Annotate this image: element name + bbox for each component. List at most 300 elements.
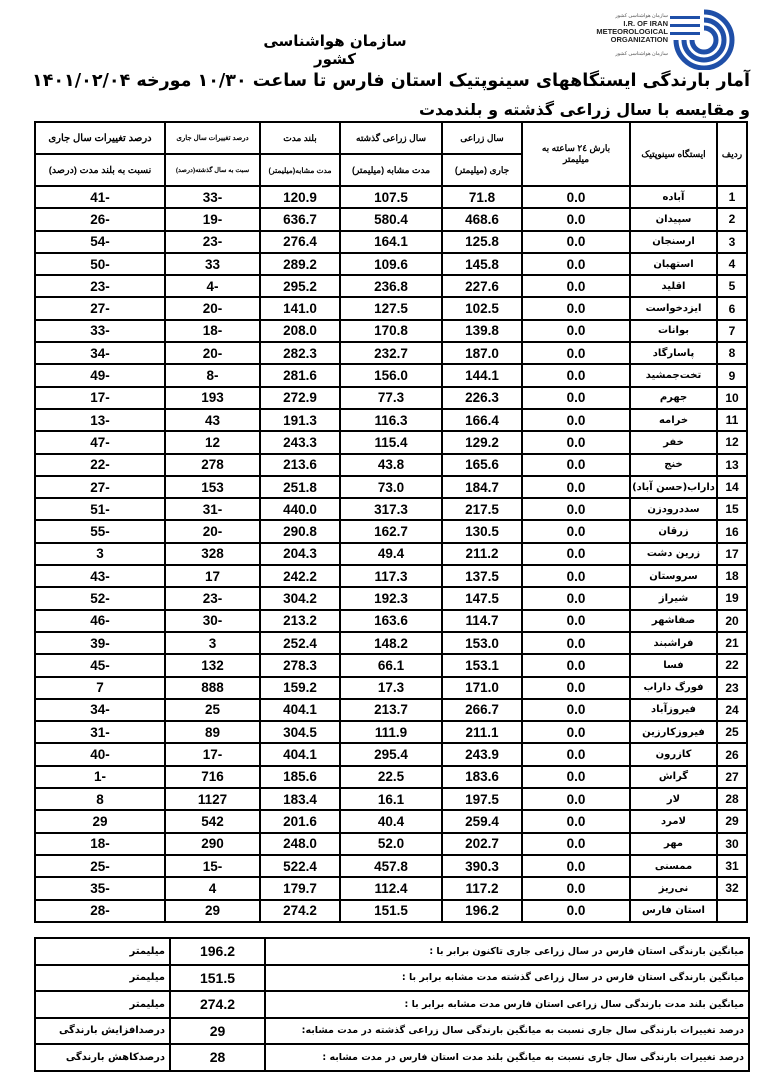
rainfall-24h: 0.0 <box>522 855 630 877</box>
rainfall-last-year: 115.4 <box>340 431 442 453</box>
pct-change-vs-last-year: 290 <box>165 833 260 855</box>
station-name: بوانات <box>630 320 717 342</box>
pct-change-vs-long-term: -18 <box>35 833 165 855</box>
table-row <box>35 297 747 319</box>
table-row <box>35 275 747 297</box>
pct-change-vs-last-year: -31 <box>165 498 260 520</box>
rainfall-last-year: 163.6 <box>340 610 442 632</box>
pct-change-vs-long-term: -50 <box>35 253 165 275</box>
row-number: 16 <box>717 520 747 542</box>
rainfall-24h: 0.0 <box>522 297 630 319</box>
summary-row <box>35 938 749 965</box>
meteorological-organization-logo <box>540 8 740 70</box>
station-name: فیروزآباد <box>630 699 717 721</box>
rainfall-last-year: 66.1 <box>340 654 442 676</box>
table-row <box>35 855 747 877</box>
rainfall-long-term: 295.2 <box>260 275 340 297</box>
rainfall-current-year: 129.2 <box>442 431 522 453</box>
station-name: خنج <box>630 454 717 476</box>
pct-change-vs-long-term: -54 <box>35 231 165 253</box>
rainfall-long-term: 204.3 <box>260 543 340 565</box>
pct-change-vs-long-term: -40 <box>35 743 165 765</box>
row-number: 25 <box>717 721 747 743</box>
rainfall-current-year: 153.1 <box>442 654 522 676</box>
table-row <box>35 565 747 587</box>
summary-unit: میلیمتر <box>35 938 170 965</box>
row-number: 13 <box>717 454 747 476</box>
rainfall-24h: 0.0 <box>522 610 630 632</box>
pct-change-vs-last-year: 29 <box>165 900 260 922</box>
column-subheader-pct-vs-last: سبت به سال گذشته(درصد) <box>165 154 260 186</box>
rainfall-last-year: 22.5 <box>340 766 442 788</box>
rainfall-24h: 0.0 <box>522 833 630 855</box>
pct-change-vs-long-term: -26 <box>35 208 165 230</box>
pct-change-vs-long-term: -35 <box>35 877 165 899</box>
summary-row <box>35 965 749 992</box>
rainfall-current-year: 202.7 <box>442 833 522 855</box>
row-number: 23 <box>717 677 747 699</box>
rainfall-last-year: 49.4 <box>340 543 442 565</box>
pct-change-vs-long-term: -13 <box>35 409 165 431</box>
rainfall-current-year: 153.0 <box>442 632 522 654</box>
rainfall-long-term: 185.6 <box>260 766 340 788</box>
summary-label: درصد تغییرات بارندگی سال جاری نسبت به میانگین بارندگی سال زراعی گذشته در مدت مشابه: <box>265 1018 749 1045</box>
summary-value: 196.2 <box>170 938 265 965</box>
pct-change-vs-last-year: -23 <box>165 587 260 609</box>
rainfall-current-year: 147.5 <box>442 587 522 609</box>
table-header-row <box>35 122 747 154</box>
rainfall-24h: 0.0 <box>522 677 630 699</box>
rainfall-long-term: 201.6 <box>260 810 340 832</box>
table-row <box>35 543 747 565</box>
summary-unit: میلیمتر <box>35 965 170 992</box>
rainfall-long-term: 213.6 <box>260 454 340 476</box>
rainfall-24h: 0.0 <box>522 208 630 230</box>
rainfall-long-term: 120.9 <box>260 186 340 208</box>
rainfall-long-term: 290.8 <box>260 520 340 542</box>
rainfall-last-year: 73.0 <box>340 476 442 498</box>
report-subtitle: و مقایسه با سال زراعی گذشته و بلندمدت <box>418 100 750 119</box>
row-number: 31 <box>717 855 747 877</box>
rainfall-last-year: 457.8 <box>340 855 442 877</box>
rainfall-current-year: 187.0 <box>442 342 522 364</box>
pct-change-vs-long-term: -39 <box>35 632 165 654</box>
rainfall-current-year: 165.6 <box>442 454 522 476</box>
station-name: کازرون <box>630 743 717 765</box>
pct-change-vs-last-year: 328 <box>165 543 260 565</box>
rainfall-last-year: 109.6 <box>340 253 442 275</box>
rainfall-current-year: 227.6 <box>442 275 522 297</box>
pct-change-vs-last-year: 4 <box>165 877 260 899</box>
rainfall-current-year: 130.5 <box>442 520 522 542</box>
table-row <box>35 632 747 654</box>
table-row <box>35 743 747 765</box>
table-row <box>35 788 747 810</box>
rainfall-long-term: 272.9 <box>260 387 340 409</box>
summary-unit: میلیمتر <box>35 991 170 1018</box>
rainfall-long-term: 404.1 <box>260 699 340 721</box>
table-row <box>35 654 747 676</box>
station-name: لامرد <box>630 810 717 832</box>
table-row <box>35 208 747 230</box>
station-name: زرقان <box>630 520 717 542</box>
rainfall-long-term: 304.2 <box>260 587 340 609</box>
column-header-row-number: ردیف <box>717 122 747 186</box>
table-row <box>35 766 747 788</box>
report-title: آمار بارندگی ایستگاههای سینوپتیک استان فارس تا ساعت ۱۰/۳۰ مورخه ۱۴۰۱/۰۲/۰۴ <box>32 71 750 91</box>
table-row-province-total <box>35 900 747 922</box>
rainfall-24h: 0.0 <box>522 810 630 832</box>
row-number: 18 <box>717 565 747 587</box>
rainfall-current-year: 102.5 <box>442 297 522 319</box>
pct-change-vs-long-term: -17 <box>35 387 165 409</box>
summary-label: میانگین بلند مدت بارندگی سال زراعی استان فارس مدت مشابه برابر با : <box>265 991 749 1018</box>
rainfall-long-term: 242.2 <box>260 565 340 587</box>
pct-change-vs-long-term: -49 <box>35 364 165 386</box>
rainfall-last-year: 16.1 <box>340 788 442 810</box>
summary-unit: درصدکاهش بارندگی <box>35 1044 170 1071</box>
pct-change-vs-long-term: -23 <box>35 275 165 297</box>
station-name: مهر <box>630 833 717 855</box>
column-header-pct-vs-long: درصد تغییرات سال جاری <box>35 122 165 154</box>
column-subheader-pct-vs-long: نسبت به بلند مدت (درصد) <box>35 154 165 186</box>
row-number: 6 <box>717 297 747 319</box>
rainfall-24h: 0.0 <box>522 364 630 386</box>
station-name: اقلید <box>630 275 717 297</box>
station-name: آباده <box>630 186 717 208</box>
rainfall-last-year: 77.3 <box>340 387 442 409</box>
rainfall-long-term: 404.1 <box>260 743 340 765</box>
pct-change-vs-last-year: 89 <box>165 721 260 743</box>
table-row <box>35 364 747 386</box>
column-subheader-last-year: مدت مشابه (میلیمتر) <box>340 154 442 186</box>
rainfall-long-term: 636.7 <box>260 208 340 230</box>
rainfall-current-year: 144.1 <box>442 364 522 386</box>
table-row <box>35 721 747 743</box>
rainfall-last-year: 156.0 <box>340 364 442 386</box>
station-name: زرین دشت <box>630 543 717 565</box>
station-name: جهرم <box>630 387 717 409</box>
pct-change-vs-long-term: -47 <box>35 431 165 453</box>
pct-change-vs-long-term: -1 <box>35 766 165 788</box>
pct-change-vs-last-year: 1127 <box>165 788 260 810</box>
station-name: ممسنی <box>630 855 717 877</box>
logo-text <box>540 12 668 58</box>
summary-row <box>35 991 749 1018</box>
rainfall-last-year: 236.8 <box>340 275 442 297</box>
rainfall-current-year: 468.6 <box>442 208 522 230</box>
station-name: سپیدان <box>630 208 717 230</box>
table-row <box>35 454 747 476</box>
pct-change-vs-last-year: 542 <box>165 810 260 832</box>
table-row <box>35 877 747 899</box>
row-number: 8 <box>717 342 747 364</box>
logo-emblem-icon <box>668 8 740 70</box>
column-subheader-long-term: مدت مشابه(میلیمتر) <box>260 154 340 186</box>
rainfall-current-year: 139.8 <box>442 320 522 342</box>
pct-change-vs-last-year: -8 <box>165 364 260 386</box>
rainfall-24h: 0.0 <box>522 520 630 542</box>
row-number: 22 <box>717 654 747 676</box>
rainfall-current-year: 145.8 <box>442 253 522 275</box>
row-number: 14 <box>717 476 747 498</box>
rainfall-last-year: 170.8 <box>340 320 442 342</box>
rainfall-long-term: 304.5 <box>260 721 340 743</box>
rainfall-long-term: 159.2 <box>260 677 340 699</box>
rainfall-current-year: 71.8 <box>442 186 522 208</box>
summary-label: درصد تغییرات بارندگی سال جاری نسبت به میانگین بلند مدت استان فارس در مدت مشابه : <box>265 1044 749 1071</box>
summary-value: 28 <box>170 1044 265 1071</box>
rainfall-last-year: 580.4 <box>340 208 442 230</box>
logo-text-line: I.R. OF IRAN <box>623 19 668 28</box>
rainfall-24h: 0.0 <box>522 454 630 476</box>
header-line: میلیمتر <box>562 154 590 164</box>
row-number: 30 <box>717 833 747 855</box>
summary-value: 29 <box>170 1018 265 1045</box>
station-name: خرامه <box>630 409 717 431</box>
column-header-current-year: سال زراعی <box>442 122 522 154</box>
pct-change-vs-last-year: 278 <box>165 454 260 476</box>
pct-change-vs-last-year: 716 <box>165 766 260 788</box>
row-number <box>717 900 747 922</box>
pct-change-vs-last-year: 25 <box>165 699 260 721</box>
rainfall-24h: 0.0 <box>522 587 630 609</box>
rainfall-last-year: 52.0 <box>340 833 442 855</box>
station-name: ارسنجان <box>630 231 717 253</box>
pct-change-vs-long-term: -52 <box>35 587 165 609</box>
pct-change-vs-long-term: 8 <box>35 788 165 810</box>
rainfall-24h: 0.0 <box>522 231 630 253</box>
rainfall-long-term: 252.4 <box>260 632 340 654</box>
pct-change-vs-last-year: 132 <box>165 654 260 676</box>
pct-change-vs-long-term: 29 <box>35 810 165 832</box>
pct-change-vs-long-term: -34 <box>35 342 165 364</box>
summary-table <box>34 937 750 1072</box>
station-name: سددرودزن <box>630 498 717 520</box>
table-row <box>35 387 747 409</box>
pct-change-vs-long-term: -25 <box>35 855 165 877</box>
station-name: استهبان <box>630 253 717 275</box>
rainfall-24h: 0.0 <box>522 900 630 922</box>
pct-change-vs-last-year: -17 <box>165 743 260 765</box>
rainfall-current-year: 137.5 <box>442 565 522 587</box>
row-number: 26 <box>717 743 747 765</box>
rainfall-24h: 0.0 <box>522 431 630 453</box>
station-name: پاسارگاد <box>630 342 717 364</box>
rainfall-current-year: 166.4 <box>442 409 522 431</box>
rainfall-24h: 0.0 <box>522 699 630 721</box>
rainfall-current-year: 226.3 <box>442 387 522 409</box>
rainfall-current-year: 259.4 <box>442 810 522 832</box>
pct-change-vs-last-year: -33 <box>165 186 260 208</box>
table-row <box>35 833 747 855</box>
column-header-pct-vs-last: درصد تغییرات سال جاری <box>165 122 260 154</box>
table-row <box>35 498 747 520</box>
table-row <box>35 320 747 342</box>
rainfall-long-term: 183.4 <box>260 788 340 810</box>
table-row <box>35 431 747 453</box>
rainfall-long-term: 208.0 <box>260 320 340 342</box>
station-name: استان فارس <box>630 900 717 922</box>
column-header-station: ایستگاه سینوپتیک <box>630 122 717 186</box>
pct-change-vs-long-term: -41 <box>35 186 165 208</box>
pct-change-vs-long-term: -55 <box>35 520 165 542</box>
pct-change-vs-long-term: -27 <box>35 297 165 319</box>
rainfall-24h: 0.0 <box>522 253 630 275</box>
station-name: خفر <box>630 431 717 453</box>
rainfall-long-term: 248.0 <box>260 833 340 855</box>
rainfall-24h: 0.0 <box>522 476 630 498</box>
pct-change-vs-last-year: -23 <box>165 231 260 253</box>
row-number: 9 <box>717 364 747 386</box>
rainfall-24h: 0.0 <box>522 788 630 810</box>
rainfall-current-year: 171.0 <box>442 677 522 699</box>
rainfall-current-year: 243.9 <box>442 743 522 765</box>
table-row <box>35 409 747 431</box>
rainfall-last-year: 164.1 <box>340 231 442 253</box>
row-number: 32 <box>717 877 747 899</box>
logo-text-fa: سازمان هواشناسی کشور <box>615 51 668 57</box>
rainfall-current-year: 125.8 <box>442 231 522 253</box>
pct-change-vs-long-term: -46 <box>35 610 165 632</box>
rainfall-24h: 0.0 <box>522 877 630 899</box>
rainfall-last-year: 43.8 <box>340 454 442 476</box>
pct-change-vs-long-term: -34 <box>35 699 165 721</box>
pct-change-vs-last-year: -15 <box>165 855 260 877</box>
rainfall-24h: 0.0 <box>522 409 630 431</box>
rainfall-current-year: 211.2 <box>442 543 522 565</box>
table-row <box>35 810 747 832</box>
rainfall-table <box>34 121 748 923</box>
rainfall-long-term: 522.4 <box>260 855 340 877</box>
organization-name: سازمان هواشناسی کشور <box>263 32 407 68</box>
station-name: فسا <box>630 654 717 676</box>
row-number: 19 <box>717 587 747 609</box>
pct-change-vs-last-year: -20 <box>165 520 260 542</box>
summary-value: 151.5 <box>170 965 265 992</box>
pct-change-vs-long-term: 3 <box>35 543 165 565</box>
rainfall-long-term: 440.0 <box>260 498 340 520</box>
rainfall-last-year: 213.7 <box>340 699 442 721</box>
pct-change-vs-last-year: 193 <box>165 387 260 409</box>
row-number: 29 <box>717 810 747 832</box>
rainfall-current-year: 117.2 <box>442 877 522 899</box>
pct-change-vs-last-year: 3 <box>165 632 260 654</box>
summary-row <box>35 1044 749 1071</box>
column-header-last-year: سال زراعی گذشته <box>340 122 442 154</box>
pct-change-vs-last-year: 43 <box>165 409 260 431</box>
pct-change-vs-long-term: -27 <box>35 476 165 498</box>
logo-text-fa: سازمان هواشناسی کشور <box>615 13 668 19</box>
rainfall-last-year: 117.3 <box>340 565 442 587</box>
pct-change-vs-last-year: -20 <box>165 342 260 364</box>
rainfall-24h: 0.0 <box>522 632 630 654</box>
row-number: 24 <box>717 699 747 721</box>
rainfall-long-term: 289.2 <box>260 253 340 275</box>
rainfall-24h: 0.0 <box>522 721 630 743</box>
rainfall-24h: 0.0 <box>522 565 630 587</box>
table-row <box>35 610 747 632</box>
row-number: 4 <box>717 253 747 275</box>
rainfall-current-year: 266.7 <box>442 699 522 721</box>
logo-text-line: METEOROLOGICAL <box>596 27 668 36</box>
table-row <box>35 476 747 498</box>
column-header-24h-rainfall <box>522 122 630 186</box>
station-name: داراب(حسن آباد) <box>630 476 717 498</box>
pct-change-vs-last-year: 12 <box>165 431 260 453</box>
table-row <box>35 677 747 699</box>
pct-change-vs-last-year: 153 <box>165 476 260 498</box>
pct-change-vs-long-term: -51 <box>35 498 165 520</box>
pct-change-vs-last-year: -18 <box>165 320 260 342</box>
column-subheader-current-year: جاری (میلیمتر) <box>442 154 522 186</box>
pct-change-vs-last-year: -20 <box>165 297 260 319</box>
row-number: 1 <box>717 186 747 208</box>
rainfall-long-term: 243.3 <box>260 431 340 453</box>
table-row <box>35 342 747 364</box>
pct-change-vs-long-term: -31 <box>35 721 165 743</box>
rainfall-24h: 0.0 <box>522 498 630 520</box>
rainfall-current-year: 114.7 <box>442 610 522 632</box>
station-name: گراش <box>630 766 717 788</box>
pct-change-vs-long-term: -33 <box>35 320 165 342</box>
rainfall-current-year: 217.5 <box>442 498 522 520</box>
row-number: 11 <box>717 409 747 431</box>
table-row <box>35 253 747 275</box>
rainfall-current-year: 197.5 <box>442 788 522 810</box>
pct-change-vs-long-term: -45 <box>35 654 165 676</box>
station-name: فورگ داراب <box>630 677 717 699</box>
header-line: بارش ۲٤ ساعته به <box>541 143 611 153</box>
rainfall-24h: 0.0 <box>522 342 630 364</box>
row-number: 7 <box>717 320 747 342</box>
pct-change-vs-long-term: 7 <box>35 677 165 699</box>
pct-change-vs-last-year: 888 <box>165 677 260 699</box>
rainfall-last-year: 116.3 <box>340 409 442 431</box>
rainfall-current-year: 390.3 <box>442 855 522 877</box>
rainfall-last-year: 192.3 <box>340 587 442 609</box>
rainfall-24h: 0.0 <box>522 387 630 409</box>
row-number: 2 <box>717 208 747 230</box>
rainfall-long-term: 179.7 <box>260 877 340 899</box>
rainfall-last-year: 295.4 <box>340 743 442 765</box>
station-name: فراشبند <box>630 632 717 654</box>
station-name: ایزدخواست <box>630 297 717 319</box>
station-name: لار <box>630 788 717 810</box>
row-number: 15 <box>717 498 747 520</box>
station-name: فیروزکارزین <box>630 721 717 743</box>
rainfall-last-year: 112.4 <box>340 877 442 899</box>
logo-text-line: ORGANIZATION <box>610 35 668 44</box>
pct-change-vs-long-term: -22 <box>35 454 165 476</box>
rainfall-long-term: 213.2 <box>260 610 340 632</box>
table-row <box>35 231 747 253</box>
pct-change-vs-last-year: 33 <box>165 253 260 275</box>
summary-row <box>35 1018 749 1045</box>
rainfall-long-term: 278.3 <box>260 654 340 676</box>
rainfall-last-year: 17.3 <box>340 677 442 699</box>
column-header-long-term: بلند مدت <box>260 122 340 154</box>
summary-label: میانگین بارندگی استان فارس در سال زراعی جاری تاکنون برابر با : <box>265 938 749 965</box>
rainfall-long-term: 274.2 <box>260 900 340 922</box>
rainfall-long-term: 251.8 <box>260 476 340 498</box>
station-name: سروستان <box>630 565 717 587</box>
summary-unit: درصدافزایش بارندگی <box>35 1018 170 1045</box>
rainfall-24h: 0.0 <box>522 654 630 676</box>
row-number: 27 <box>717 766 747 788</box>
rainfall-current-year: 196.2 <box>442 900 522 922</box>
rainfall-24h: 0.0 <box>522 320 630 342</box>
